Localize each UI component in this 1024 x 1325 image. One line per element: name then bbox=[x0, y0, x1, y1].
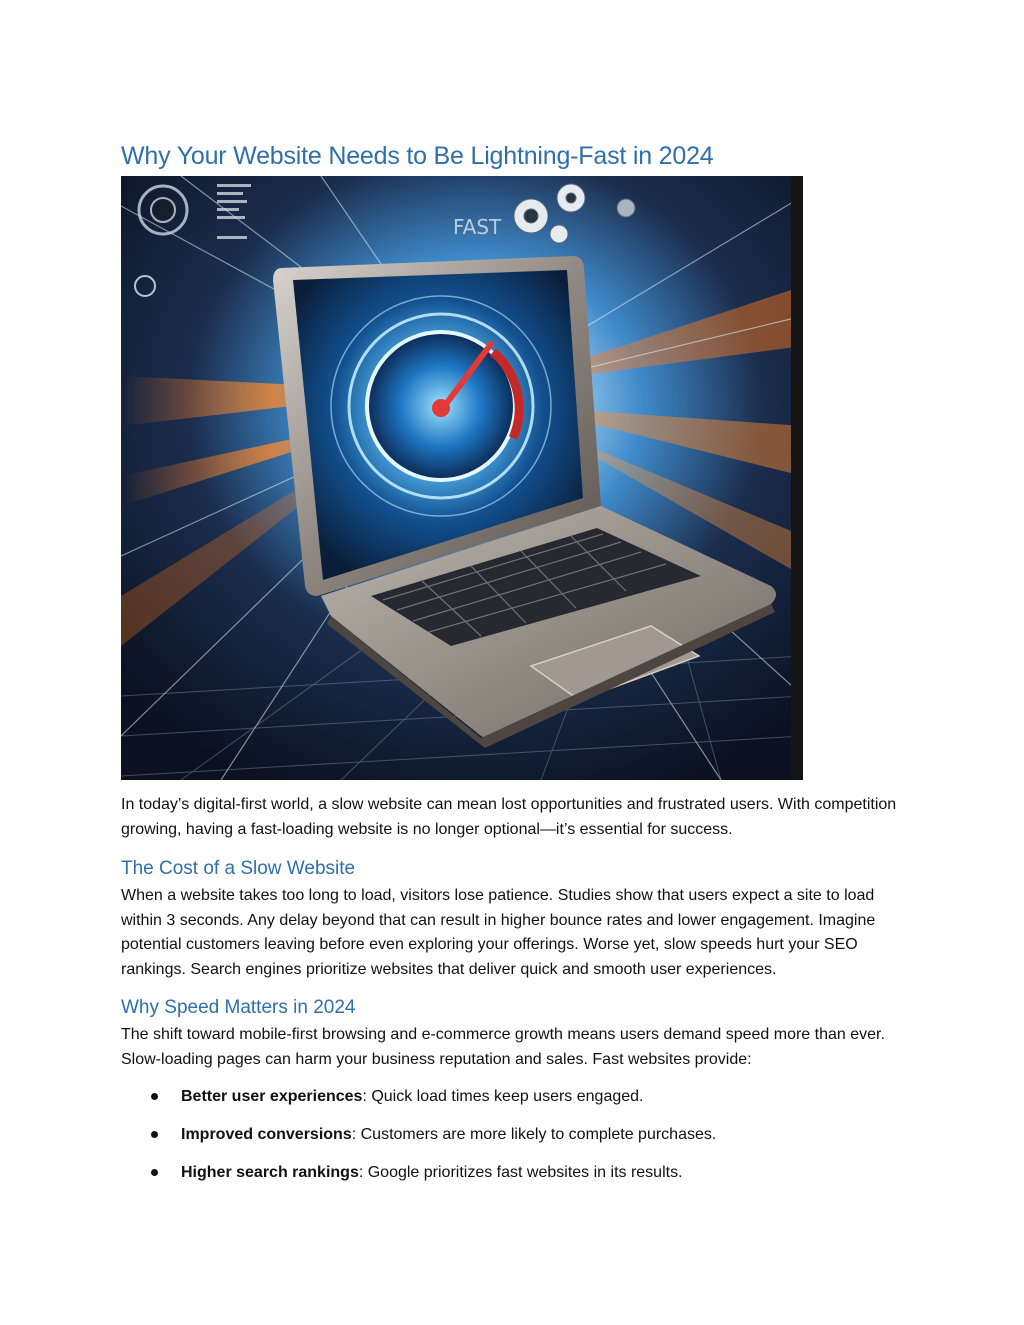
intro-paragraph: In today’s digital-first world, a slow website can mean lost opportunities and frustrated users. With competition growing, having a fast-loading website is no longer optional—it’s essential for success. bbox=[121, 796, 897, 838]
hero-image bbox=[121, 176, 803, 780]
page-title: Why Your Website Needs to Be Lightning-Fast in 2024 bbox=[121, 142, 714, 170]
benefits-list bbox=[149, 1085, 909, 1199]
laptop-speed-illustration bbox=[121, 176, 803, 780]
intro-paragraph-block bbox=[121, 793, 911, 842]
list-item bbox=[149, 1085, 909, 1123]
bullet-desc: : Customers are more likely to complete purchases. bbox=[351, 1126, 717, 1143]
list-item bbox=[149, 1161, 909, 1199]
bullet-desc: : Google prioritizes fast websites in its results. bbox=[358, 1164, 683, 1181]
section-speed-paragraph: The shift toward mobile-first browsing and e-commerce growth means users demand speed more than ever. Slow-loading pages can harm your business reputation and sales. Fast websites provide: bbox=[121, 1026, 885, 1068]
section-heading-speed: Why Speed Matters in 2024 bbox=[121, 997, 356, 1018]
bullet-icon bbox=[151, 1169, 158, 1176]
section-heading-cost: The Cost of a Slow Website bbox=[121, 858, 356, 879]
bullet-term: Better user experiences bbox=[181, 1088, 363, 1105]
section-cost-paragraph: When a website takes too long to load, visitors lose patience. Studies show that users expect a site to load within 3 seconds. Any delay beyond that can result in higher bounce rates and lower engagement. Imagine potential customers leaving before even exploring your offerings. Worse yet, slow speeds hurt your SEO rankings. Search engines prioritize websites that deliver quick and smooth user experiences. bbox=[121, 887, 876, 978]
section-speed-block bbox=[121, 1023, 911, 1072]
hero-fast-label: FAST bbox=[453, 215, 502, 239]
section-cost-block bbox=[121, 884, 911, 982]
bullet-icon bbox=[151, 1093, 158, 1100]
list-item bbox=[149, 1123, 909, 1161]
bullet-term: Improved conversions bbox=[181, 1126, 352, 1143]
bullet-icon bbox=[151, 1131, 158, 1138]
bullet-term: Higher search rankings bbox=[181, 1164, 359, 1181]
bullet-desc: : Quick load times keep users engaged. bbox=[362, 1088, 644, 1105]
